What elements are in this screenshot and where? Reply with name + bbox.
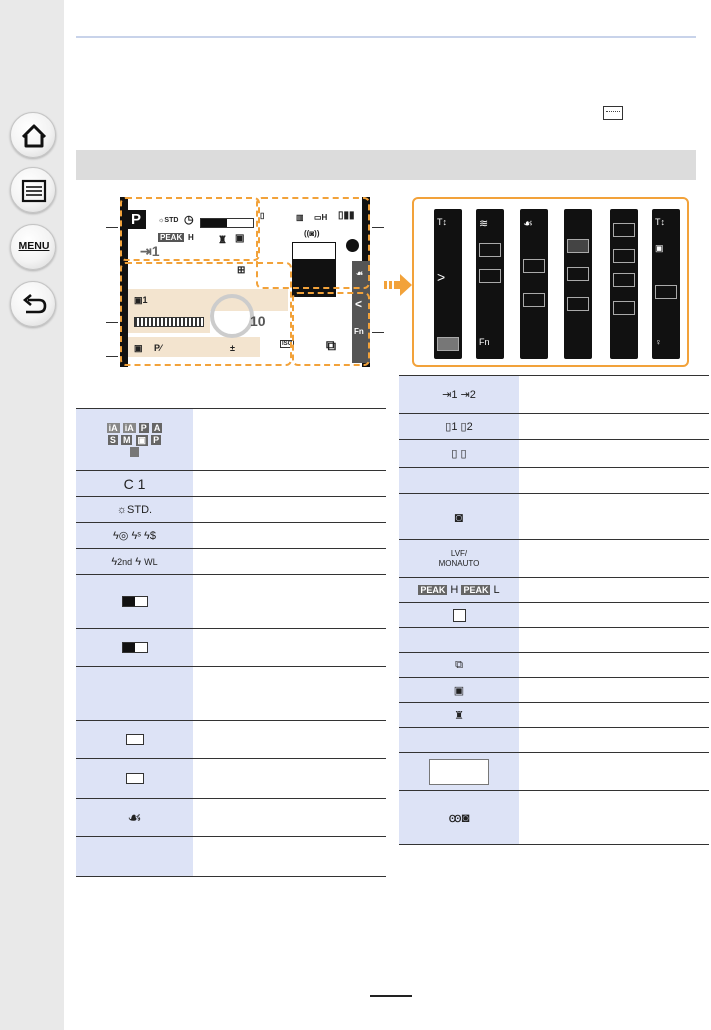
level-gauge-icon: ♜: [454, 709, 464, 722]
wifi-icon: ≋: [479, 218, 489, 230]
wifi-tab-strip[interactable]: [476, 209, 504, 359]
screen-display-icon: [603, 106, 623, 120]
tab-icon-c: [479, 269, 501, 283]
zoom-tw-icon: T↕: [437, 217, 447, 227]
tab-icon-e: [523, 293, 545, 307]
metering-icon: ▣: [134, 343, 143, 353]
mic-icon: ♀: [655, 337, 662, 347]
table-row: [399, 703, 709, 728]
defocus-tab-strip[interactable]: [564, 209, 592, 359]
table-row: [399, 376, 709, 414]
table-row: ☼STD.: [76, 497, 386, 523]
left-icon-table: [76, 408, 386, 877]
callout-line-3: [106, 356, 118, 357]
aspect-icon: [122, 642, 148, 653]
expand-arrow-icon: >: [437, 269, 446, 285]
table-row: [399, 603, 709, 628]
movie-icon: ▣: [655, 243, 664, 253]
tab-icon-f: [567, 239, 589, 253]
table-row: [76, 471, 386, 497]
movie-camera-icon: ꙭ◙: [448, 809, 470, 825]
card-slot-icon: ⇥1: [140, 243, 160, 259]
table-row: [399, 468, 709, 494]
tab-icon-b: [479, 243, 501, 257]
creative-icon: ☙: [523, 218, 533, 230]
right-icon-table: [399, 375, 709, 845]
table-row: [399, 494, 709, 540]
af-area-icon: ⊞: [237, 265, 246, 276]
quality-icon: ▭H: [314, 213, 328, 222]
table-row: [399, 540, 709, 578]
page-number-rule: [370, 995, 412, 997]
back-button[interactable]: [10, 281, 56, 327]
callout-line-1: [106, 227, 118, 228]
battery-icon: ▯▮▮: [338, 210, 355, 221]
table-row: [399, 653, 709, 678]
tab-icon-i: [613, 249, 635, 263]
burst-icon: ⧉: [326, 337, 336, 353]
table-row: [399, 678, 709, 703]
curve-icon: [453, 609, 466, 622]
custom-mode-label: C 1: [123, 475, 146, 492]
zoom-frame-icon: ▣: [453, 684, 465, 697]
blank-box-icon: [126, 734, 144, 745]
table-row: [399, 753, 709, 791]
exposure-tab-icon: [567, 297, 589, 311]
battery-small-icon: ▯: [260, 211, 265, 220]
table-row: [399, 728, 709, 753]
peaking-icon: PEAK: [160, 233, 183, 242]
blank-box-icon: [126, 773, 144, 784]
callout-line-2: [106, 322, 118, 323]
blank-box-icon: [429, 759, 489, 785]
callout-line-5: [372, 332, 384, 333]
bitrate-icon: ▥: [296, 213, 304, 222]
zoom-tw2-icon: T↕: [655, 217, 665, 227]
card-slot-icons: ▯1 ▯2: [445, 421, 473, 433]
home-icon: [11, 113, 57, 159]
card-icons: ⇥1 ⇥2: [442, 389, 476, 401]
photo-style-label: STD.: [127, 503, 153, 516]
creative-tab-strip[interactable]: [520, 209, 548, 359]
peak-tab-icon: [437, 337, 459, 351]
tab-icon-g: [567, 267, 589, 281]
movie-camera-small-icon: ▣: [235, 233, 245, 244]
callout-region-4: [292, 292, 370, 366]
touch-tab-panel: [412, 197, 689, 367]
white-balance-icon: P⁄: [154, 343, 162, 353]
table-row: [399, 628, 709, 653]
fn-tab[interactable]: Fn: [354, 327, 364, 336]
touch-creative-icon[interactable]: ☙: [356, 269, 364, 278]
brightness-tab-strip[interactable]: [610, 209, 638, 359]
table-row: [399, 791, 709, 845]
table-row: [76, 409, 386, 471]
section-heading-bar: [76, 150, 696, 180]
list-icon: [11, 168, 57, 214]
creative-control-icon: ☙: [127, 809, 142, 827]
mode-icons-cell: iA iA P A S M ▣ P: [76, 409, 193, 471]
table-row: [76, 799, 386, 837]
tab-icon-h: [613, 223, 635, 237]
table-row: ϟ2nd ϟ WL: [76, 549, 386, 575]
menu-label: MENU: [18, 240, 50, 252]
lvf-label: LVF/: [450, 548, 468, 558]
table-row: [76, 667, 386, 721]
self-timer-count: 10: [250, 313, 266, 329]
exposure-comp-icon: ±: [230, 343, 235, 353]
table-row: [76, 575, 386, 629]
mon-label: MONAUTO: [438, 558, 480, 568]
contents-button[interactable]: [10, 167, 56, 213]
peaking-level: H: [188, 233, 194, 242]
zoom-tab-strip[interactable]: [434, 209, 462, 359]
level-icon: ♜: [218, 235, 227, 246]
overlay-icon: ⧉: [455, 658, 463, 671]
callout-region-3: [120, 262, 292, 366]
af-icon: ▣1: [134, 295, 148, 305]
arrow-right-icon: [384, 272, 414, 298]
iso-label: ISO: [282, 341, 293, 347]
movie-tab-strip[interactable]: [652, 209, 680, 359]
table-row: [76, 837, 386, 877]
table-row: [76, 721, 386, 759]
table-row: [399, 440, 709, 468]
flash-2nd-label: 2nd: [117, 556, 133, 567]
stabilizer-icon: ((◙)): [304, 229, 320, 238]
camera-icon: ◙: [454, 508, 464, 525]
peak-l-label: L: [493, 584, 500, 596]
flash-icons: ϟ◎ ϟˢ ϟ$: [112, 530, 157, 542]
peak-h-label: H: [450, 584, 459, 596]
tab-icon-k: [613, 301, 635, 315]
navigation-sidebar: [0, 0, 64, 1030]
table-row: [76, 523, 386, 549]
self-timer-icon: ◷: [184, 214, 194, 226]
touch-tab-arrow[interactable]: <: [355, 297, 363, 311]
tab-icon-j: [613, 273, 635, 287]
fn-tab-icon: Fn: [479, 337, 490, 347]
header-rule: [76, 36, 696, 38]
menu-button[interactable]: [10, 224, 56, 270]
table-row: [76, 759, 386, 799]
photo-style-icon: ☼STD: [158, 217, 179, 224]
table-row: [399, 414, 709, 440]
home-button[interactable]: [10, 112, 56, 158]
callout-region-1: [120, 197, 260, 261]
tab-icon-d: [523, 259, 545, 273]
mode-label: P: [131, 211, 142, 228]
ex-aspect-icon: [122, 596, 148, 607]
exposure2-tab-icon: [655, 285, 677, 299]
callout-line-4: [372, 227, 384, 228]
flash-wl-label: WL: [144, 556, 158, 567]
table-row: PEAK H PEAK L: [399, 578, 709, 603]
card-full-icons: ▯ ▯: [451, 448, 467, 460]
table-row: [76, 629, 386, 667]
back-arrow-icon: [11, 282, 57, 328]
